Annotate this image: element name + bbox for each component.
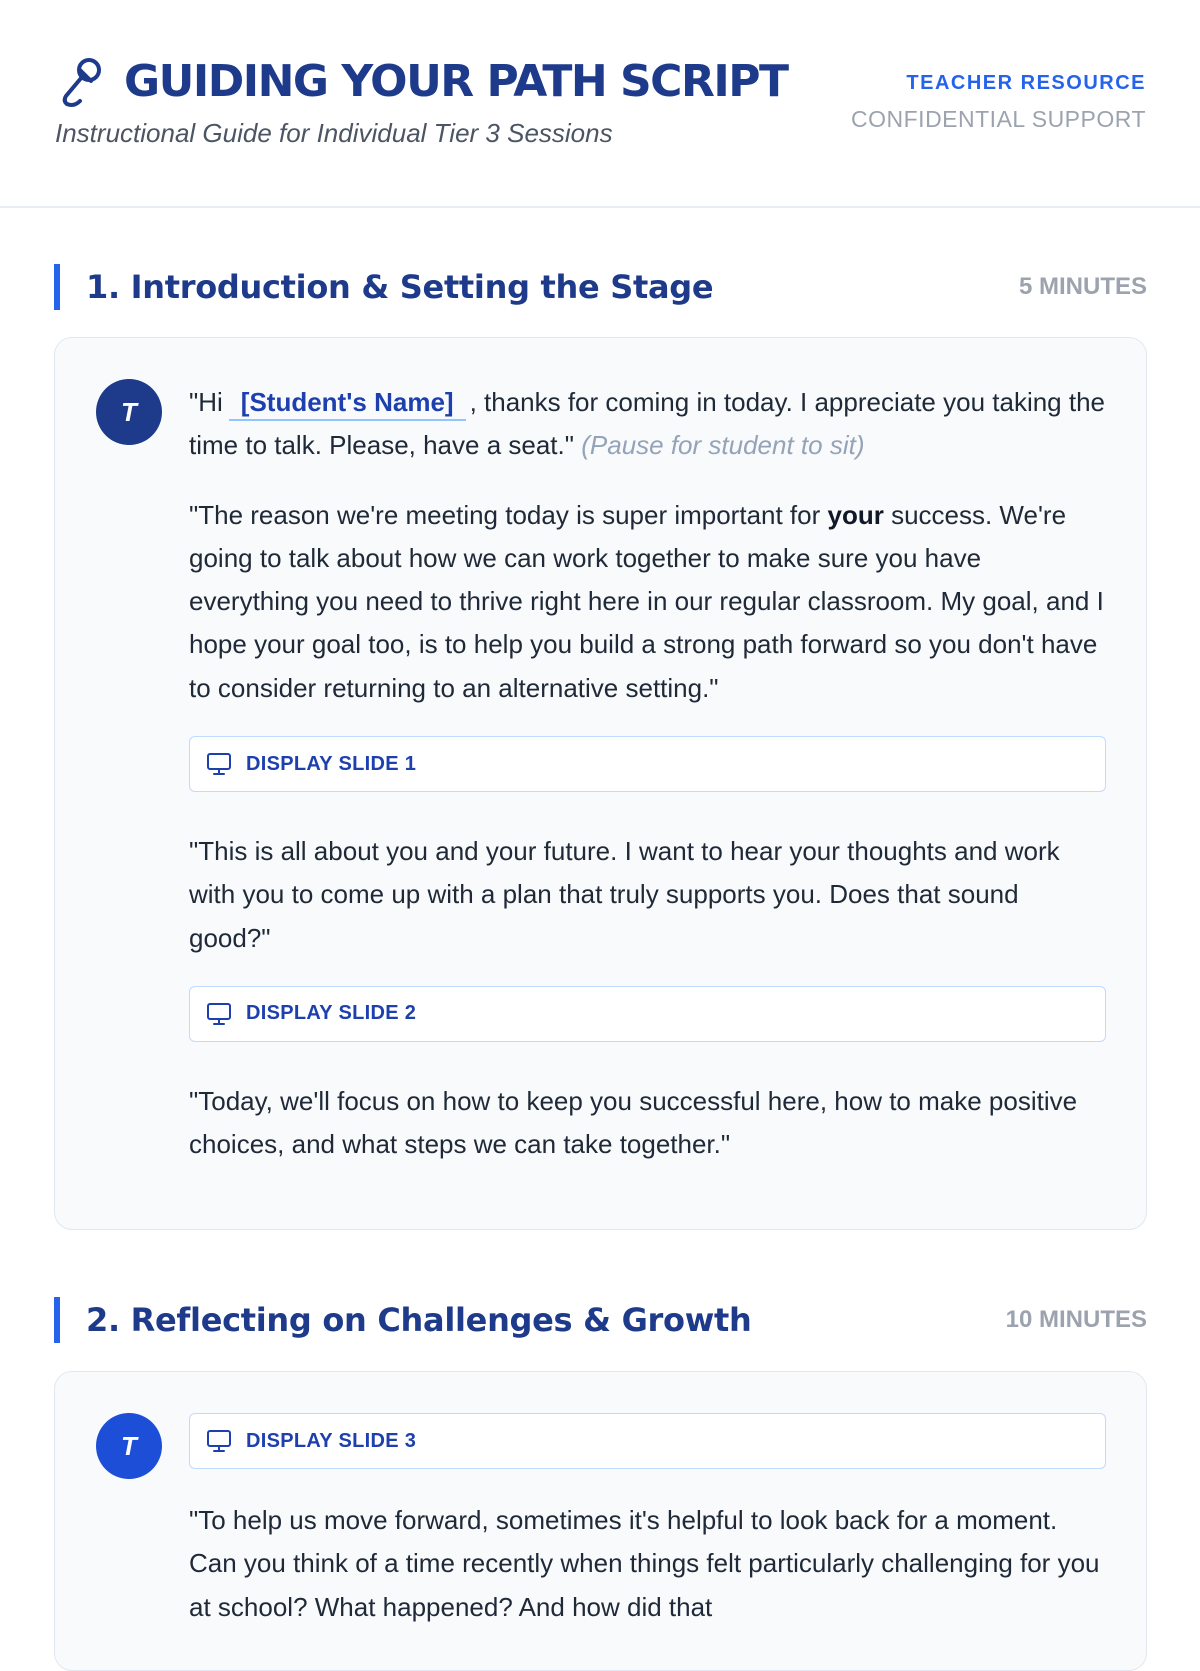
script-paragraph xyxy=(189,381,1106,468)
display-slide-1-cue[interactable] xyxy=(189,736,1106,792)
script-text: "The reason we're meeting today is super important for xyxy=(189,499,828,530)
student-name-placeholder[interactable]: [Student's Name] xyxy=(229,385,466,421)
teacher-avatar: T xyxy=(96,1413,162,1479)
page-header xyxy=(0,0,1200,208)
page-subtitle: Instructional Guide for Individual Tier 3 Sessions xyxy=(55,118,613,148)
greeting-continued: , thanks for coming in today. I appreciate you taking the time to talk. Please, have a seat." xyxy=(189,387,1106,461)
script-text: success. We're going to talk about how we can work together to make sure you have everything you need to thrive right here in our regular classroom. My goal, and I hope your goal too, is to help you build a strong path forward so you don't have to consider returning to an alternative setting." xyxy=(189,499,1104,703)
section-1-script-body xyxy=(189,381,1106,1193)
monitor-icon xyxy=(206,751,232,777)
script-paragraph: "To help us move forward, sometimes it's helpful to look back for a moment. Can you think of a time recently when things felt particularly challenging for you at school? What happened? And how did that xyxy=(189,1505,1100,1622)
section-1-duration: 5 MINUTES xyxy=(1018,273,1147,300)
display-slide-3-cue[interactable] xyxy=(189,1413,1106,1469)
section-2-header xyxy=(54,1297,1147,1343)
script-paragraph: "This is all about you and your future. I want to hear your thoughts and work with you to come up with a plan that truly supports you. Does that sound good?" xyxy=(189,836,1060,953)
script-paragraph xyxy=(189,494,1106,710)
teacher-resource-tag: TEACHER RESOURCE xyxy=(906,72,1146,94)
section-1-script-card xyxy=(54,337,1147,1230)
display-slide-2-cue[interactable] xyxy=(189,986,1106,1042)
section-1-title: 1. Introduction & Setting the Stage xyxy=(86,268,714,306)
script-paragraph: "Today, we'll focus on how to keep you successful here, how to make positive choices, and what steps we can take together." xyxy=(189,1085,1078,1160)
section-2-script-body xyxy=(189,1413,1106,1655)
slide-cue-label: DISPLAY SLIDE 3 xyxy=(246,1429,417,1452)
slide-cue-label: DISPLAY SLIDE 1 xyxy=(246,752,417,775)
slide-cue-label: DISPLAY SLIDE 2 xyxy=(246,1002,417,1025)
header-tags xyxy=(851,68,1146,134)
section-2-duration: 10 MINUTES xyxy=(1005,1306,1147,1333)
section-1-header xyxy=(54,264,1147,310)
page-title: GUIDING YOUR PATH SCRIPT xyxy=(124,56,788,107)
greeting-text: "Hi xyxy=(189,387,223,417)
monitor-icon xyxy=(206,1001,232,1027)
stage-direction: (Pause for student to sit) xyxy=(581,430,865,461)
section-2-title: 2. Reflecting on Challenges & Growth xyxy=(86,1301,752,1339)
microphone-icon xyxy=(56,54,106,110)
teacher-avatar: T xyxy=(96,379,162,445)
monitor-icon xyxy=(206,1428,232,1454)
section-2-script-card xyxy=(54,1371,1147,1671)
confidential-tag: CONFIDENTIAL SUPPORT xyxy=(851,106,1146,132)
section-accent-bar xyxy=(54,1297,60,1343)
emphasis-text: your xyxy=(827,499,884,530)
brand-row xyxy=(56,52,788,112)
section-accent-bar xyxy=(54,264,60,310)
